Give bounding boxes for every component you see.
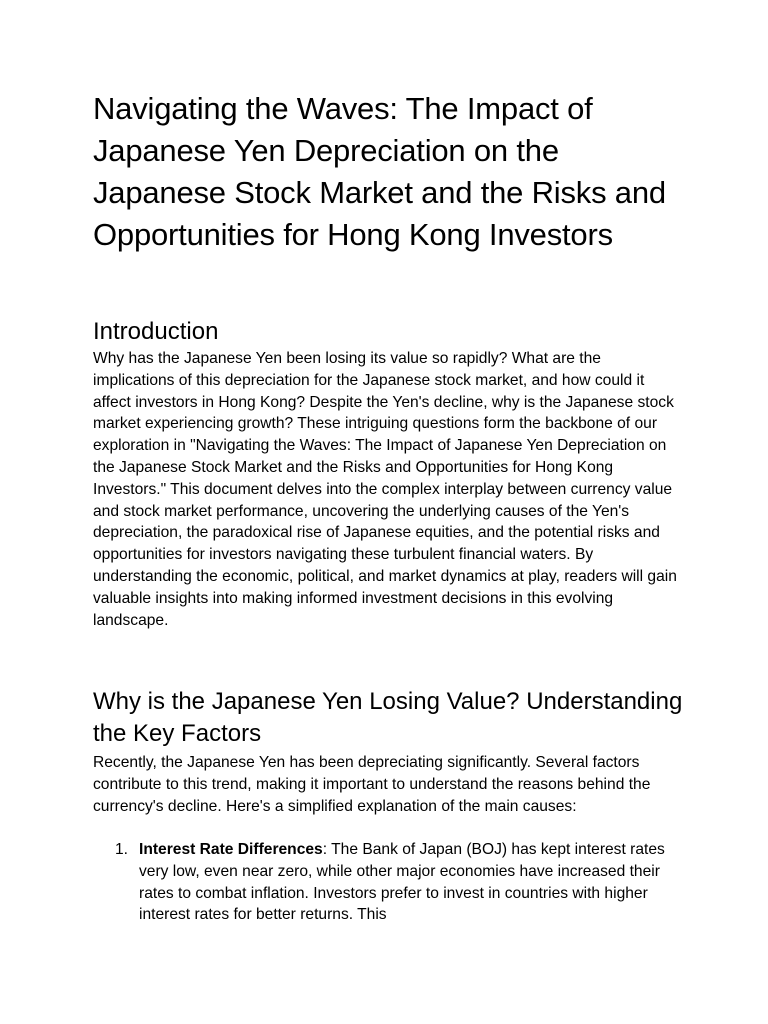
- list-item: [93, 839, 683, 926]
- list-item-term: Interest Rate Differences: [139, 841, 323, 858]
- list-item-number: 1.: [115, 841, 129, 858]
- section-heading-introduction: Introduction: [93, 318, 219, 345]
- section-heading-yen-losing-value: Why is the Japanese Yen Losing Value? Understanding the Key Factors: [93, 688, 683, 747]
- section-body-introduction: Why has the Japanese Yen been losing its value so rapidly? What are the implications of this depreciation for the Japanese stock market, and how could it affect investors in Hong Kong? Despite the Yen's decline, why is the Japanese stock market experiencing growth? These intriguing questions form the backbone of our exploration in "Navigating the Waves: The Impact of Japanese Yen Depreciation on the Japanese Stock Market and the Risks and Opportunities for Hong Kong Investors." This document delves into the complex interplay between currency value and stock market performance, uncovering the underlying causes of the Yen's depreciation, the paradoxical rise of Japanese equities, and the potential risks and opportunities for investors navigating these turbulent financial waters. By understanding the economic, political, and market dynamics at play, readers will gain valuable insights into making informed investment decisions in this evolving landscape.: [93, 350, 677, 629]
- document-title: Navigating the Waves: The Impact of Japanese Yen Depreciation on the Japanese Stock Market and the Risks and Opportunities for Hong Kong Investors: [93, 91, 666, 252]
- list-item-text: : The Bank of Japan (BOJ) has kept interest rates very low, even near zero, while other major economies have increased their rates to combat inflation. Investors prefer to invest in countries with higher interest rates for better returns. This: [139, 841, 665, 924]
- section-body-yen-losing-value: Recently, the Japanese Yen has been depreciating significantly. Several factors contribute to this trend, making it important to understand the reasons behind the currency's decline. Here's a simplified explanation of the main causes:: [93, 754, 651, 815]
- causes-list: [93, 839, 683, 926]
